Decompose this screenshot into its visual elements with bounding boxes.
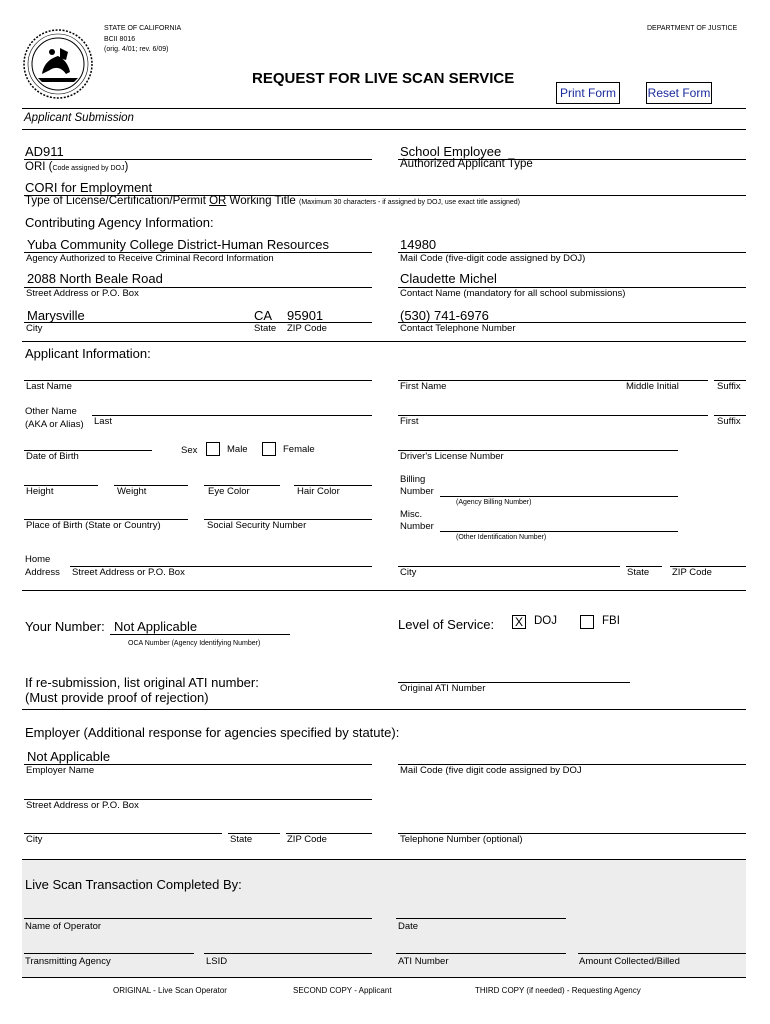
print-form-button[interactable]: Print Form bbox=[556, 82, 620, 104]
employer-state-label: State bbox=[230, 834, 253, 845]
contact-phone-label: Contact Telephone Number bbox=[400, 323, 516, 334]
middle-initial-label: Middle Initial bbox=[626, 381, 679, 392]
divider bbox=[22, 977, 746, 978]
first-name-label: First Name bbox=[400, 381, 447, 392]
agency-street-field[interactable]: 2088 North Beale Road bbox=[27, 271, 163, 286]
other-suffix-label: Suffix bbox=[717, 416, 741, 427]
misc-note: (Other Identification Number) bbox=[456, 534, 547, 541]
applicant-type-label: Authorized Applicant Type bbox=[400, 158, 533, 170]
divider bbox=[22, 859, 746, 860]
date-label: Date bbox=[398, 921, 419, 932]
billing-note: (Agency Billing Number) bbox=[456, 499, 532, 506]
agency-zip-label: ZIP Code bbox=[287, 323, 327, 334]
agency-zip-field[interactable]: 95901 bbox=[287, 308, 324, 323]
resubmission-note: (Must provide proof of rejection) bbox=[25, 690, 209, 705]
lsid-label: LSID bbox=[206, 956, 228, 967]
height-label: Height bbox=[26, 486, 54, 497]
contact-phone-field[interactable]: (530) 741-6976 bbox=[400, 308, 489, 323]
billing-number-input[interactable] bbox=[440, 496, 678, 497]
place-of-birth-label: Place of Birth (State or Country) bbox=[26, 520, 161, 531]
doj-checkbox[interactable]: X bbox=[512, 615, 526, 629]
agency-state-label: State bbox=[254, 323, 277, 334]
employer-city-input[interactable] bbox=[24, 833, 222, 834]
agency-state-field[interactable]: CA bbox=[254, 308, 273, 323]
doj-label: DOJ bbox=[534, 615, 557, 627]
section-applicant-submission: Applicant Submission bbox=[24, 112, 134, 124]
ati-number-label: ATI Number bbox=[398, 956, 449, 967]
home-city-label: City bbox=[400, 567, 417, 578]
section-contributing-agency: Contributing Agency Information: bbox=[25, 215, 214, 230]
form-revision: (orig. 4/01; rev. 6/09) bbox=[104, 46, 169, 53]
state-seal-icon bbox=[22, 28, 94, 100]
agency-street-label: Street Address or P.O. Box bbox=[26, 288, 139, 299]
ssn-label: Social Security Number bbox=[207, 520, 307, 531]
eye-color-label: Eye Color bbox=[208, 486, 250, 497]
operator-label: Name of Operator bbox=[25, 921, 102, 932]
sex-label: Sex bbox=[181, 445, 198, 456]
employer-street-label: Street Address or P.O. Box bbox=[26, 800, 139, 811]
ori-field[interactable]: AD911 bbox=[25, 144, 64, 159]
misc-label-1: Misc. bbox=[400, 509, 423, 520]
divider bbox=[22, 108, 746, 109]
last-name-input[interactable] bbox=[24, 380, 372, 381]
fbi-label: FBI bbox=[602, 615, 620, 627]
divider bbox=[22, 590, 746, 591]
mail-code-label: Mail Code (five-digit code assigned by DOJ) bbox=[400, 253, 586, 264]
field-line bbox=[24, 159, 372, 160]
home-zip-label: ZIP Code bbox=[672, 567, 712, 578]
footer-copy-original: ORIGINAL - Live Scan Operator bbox=[113, 986, 227, 995]
fbi-checkbox[interactable] bbox=[580, 615, 594, 629]
lsid-input[interactable] bbox=[204, 953, 372, 954]
billing-label-2: Number bbox=[400, 486, 434, 497]
home-label-1: Home bbox=[25, 554, 51, 565]
license-title-label: Type of License/Certification/Permit OR Working Title (Maximum 30 characters - if assigned by DOJ, use exact title assigned) bbox=[25, 195, 520, 207]
employer-mail-code-label: Mail Code (five digit code assigned by DOJ bbox=[400, 765, 582, 776]
state-label: STATE OF CALIFORNIA bbox=[104, 25, 182, 32]
transmitting-agency-input[interactable] bbox=[24, 953, 194, 954]
other-last-label: Last bbox=[94, 416, 112, 427]
home-state-label: State bbox=[627, 567, 650, 578]
drivers-license-label: Driver's License Number bbox=[400, 451, 504, 462]
your-number-field[interactable]: Not Applicable bbox=[114, 619, 198, 634]
dob-label: Date of Birth bbox=[26, 451, 79, 462]
other-last-input[interactable] bbox=[92, 415, 372, 416]
form-title: REQUEST FOR LIVE SCAN SERVICE bbox=[252, 70, 515, 87]
footer-copy-third: THIRD COPY (if needed) - Requesting Agency bbox=[475, 986, 641, 995]
form-id: BCII 8016 bbox=[104, 36, 136, 43]
amount-input[interactable] bbox=[578, 953, 746, 954]
ati-number-input[interactable] bbox=[396, 953, 566, 954]
agency-label: Agency Authorized to Receive Criminal Record Information bbox=[26, 253, 274, 264]
home-city-input[interactable] bbox=[398, 566, 620, 567]
male-checkbox[interactable] bbox=[206, 442, 220, 456]
other-name-label: Other Name bbox=[25, 406, 77, 417]
resubmission-label: If re-submission, list original ATI number: bbox=[25, 675, 259, 690]
suffix-label: Suffix bbox=[717, 381, 741, 392]
department-label: DEPARTMENT OF JUSTICE bbox=[647, 25, 738, 32]
section-live-scan: Live Scan Transaction Completed By: bbox=[25, 877, 242, 892]
other-first-input[interactable] bbox=[398, 415, 708, 416]
female-checkbox[interactable] bbox=[262, 442, 276, 456]
level-of-service-label: Level of Service: bbox=[398, 617, 495, 632]
employer-zip-label: ZIP Code bbox=[287, 834, 327, 845]
last-name-label: Last Name bbox=[26, 381, 72, 392]
divider bbox=[22, 709, 746, 710]
transmitting-agency-label: Transmitting Agency bbox=[25, 956, 111, 967]
home-label-2: Address bbox=[25, 567, 60, 578]
divider bbox=[22, 129, 746, 130]
footer-copy-second: SECOND COPY - Applicant bbox=[293, 986, 392, 995]
agency-city-label: City bbox=[26, 323, 43, 334]
agency-field[interactable]: Yuba Community College District-Human Resources bbox=[27, 237, 330, 252]
operator-input[interactable] bbox=[24, 918, 372, 919]
license-title-field[interactable]: CORI for Employment bbox=[25, 180, 153, 195]
weight-label: Weight bbox=[117, 486, 147, 497]
misc-number-input[interactable] bbox=[440, 531, 678, 532]
misc-label-2: Number bbox=[400, 521, 434, 532]
oca-note: OCA Number (Agency Identifying Number) bbox=[128, 640, 261, 647]
original-ati-label: Original ATI Number bbox=[400, 683, 486, 694]
field-line bbox=[110, 634, 290, 635]
mail-code-field[interactable]: 14980 bbox=[400, 237, 437, 252]
hair-color-label: Hair Color bbox=[297, 486, 340, 497]
date-input[interactable] bbox=[396, 918, 566, 919]
applicant-type-field[interactable]: School Employee bbox=[400, 144, 502, 159]
aka-label: (AKA or Alias) bbox=[25, 419, 84, 430]
billing-label-1: Billing bbox=[400, 474, 426, 485]
contact-name-label: Contact Name (mandatory for all school submissions) bbox=[400, 288, 626, 299]
male-label: Male bbox=[227, 444, 248, 455]
employer-name-label: Employer Name bbox=[26, 765, 95, 776]
contact-name-field[interactable]: Claudette Michel bbox=[400, 271, 497, 286]
employer-phone-label: Telephone Number (optional) bbox=[400, 834, 523, 845]
amount-label: Amount Collected/Billed bbox=[579, 956, 680, 967]
agency-city-field[interactable]: Marysville bbox=[27, 308, 85, 323]
other-first-label: First bbox=[400, 416, 419, 427]
section-employer: Employer (Additional response for agencies specified by statute): bbox=[25, 725, 400, 740]
section-applicant-info: Applicant Information: bbox=[25, 346, 151, 361]
employer-name-field[interactable]: Not Applicable bbox=[27, 749, 111, 764]
ori-label: ORI (Code assigned by DOJ) bbox=[25, 161, 129, 173]
divider bbox=[22, 341, 746, 342]
your-number-label: Your Number: bbox=[25, 619, 105, 634]
employer-city-label: City bbox=[26, 834, 43, 845]
home-street-label: Street Address or P.O. Box bbox=[72, 567, 185, 578]
reset-form-button[interactable]: Reset Form bbox=[646, 82, 712, 104]
female-label: Female bbox=[283, 444, 315, 455]
